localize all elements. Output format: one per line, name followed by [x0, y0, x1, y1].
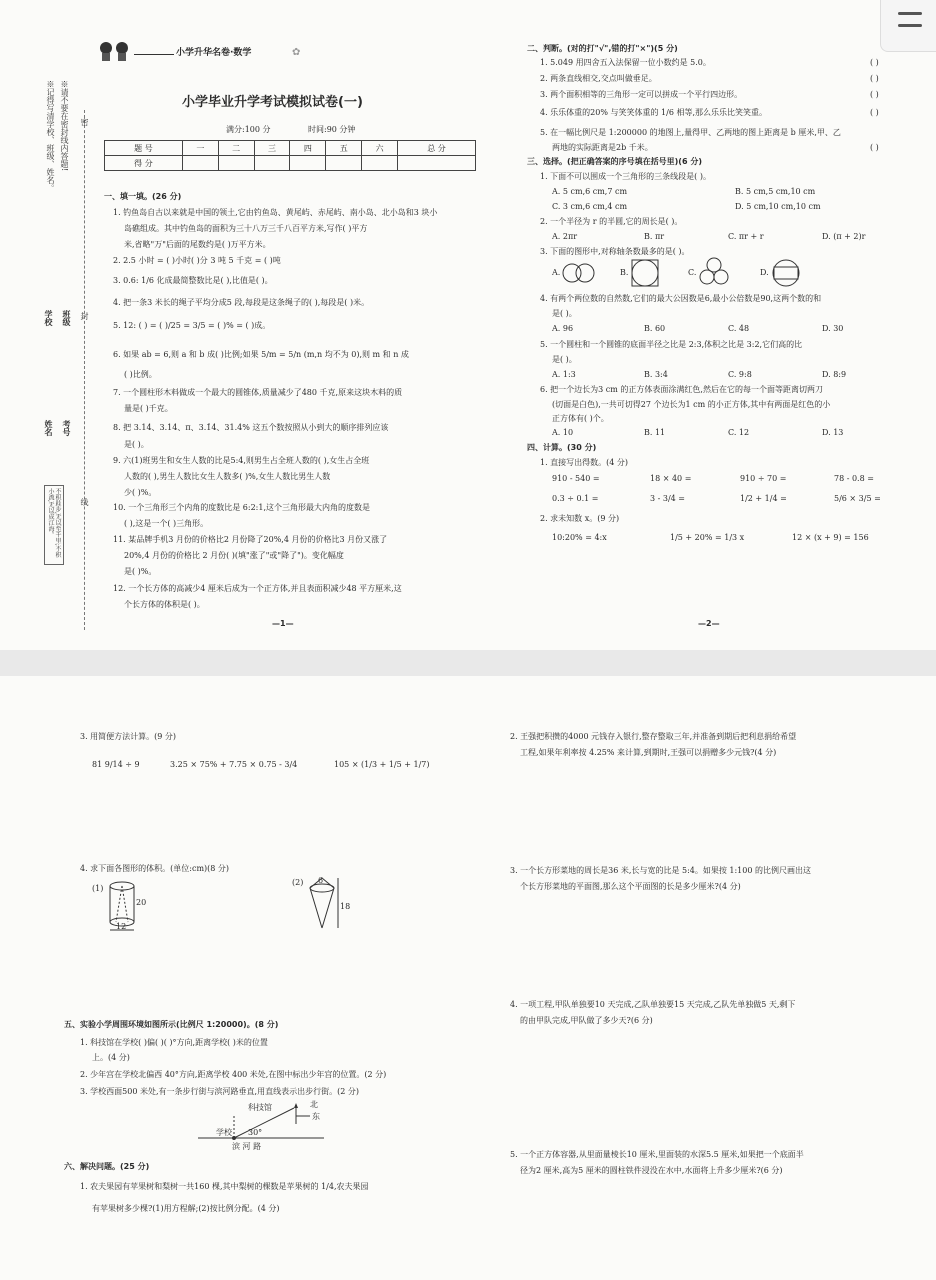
q7-line2: 量是( )千克。: [124, 404, 173, 413]
figure-1-label: (1): [92, 884, 104, 893]
score-cell[interactable]: [254, 156, 290, 171]
choice-2-opt-d[interactable]: D. (π + 2)r: [822, 232, 866, 241]
motto-box: 不积跬步,无以至千里;不积小流,无以成江海。: [44, 485, 64, 565]
judge-1-answer[interactable]: ( ): [870, 58, 879, 67]
table-cell: 四: [290, 141, 326, 156]
score-cell[interactable]: [218, 156, 254, 171]
choice-4-opt-b[interactable]: B. 60: [644, 324, 666, 333]
simplify-1: 81 9/14 ÷ 9: [92, 760, 140, 769]
judge-4-answer[interactable]: ( ): [870, 108, 879, 117]
table-cell: 六: [362, 141, 398, 156]
problem-2-line2: 工程,如果年利率按 4.25% 来计算,到期时,王强可以捐赠多少元钱?(4 分): [520, 748, 777, 757]
problem-3-line1: 3. 一个长方形菜地的周长是36 米,长与宽的比是 5:4。如果按 1:100 的比例尺画出这: [510, 866, 811, 875]
seal-mark-mi: 密: [80, 118, 89, 126]
score-cell[interactable]: [362, 156, 398, 171]
choice-3-opt-d[interactable]: D.: [760, 268, 769, 277]
q12-line2: 个长方体的体积是( )。: [124, 600, 205, 609]
choice-1-opt-c[interactable]: C. 3 cm,6 cm,4 cm: [552, 202, 628, 211]
figure-2-diameter: 6: [318, 876, 324, 885]
choice-2-opt-c[interactable]: C. πr + r: [728, 232, 764, 241]
q5: 5. 12: ( ) = ( )/25 = 3/5 = ( )% = ( )成。: [113, 321, 271, 330]
choice-5-opt-a[interactable]: A. 1:3: [552, 370, 576, 379]
choice-4-opt-d[interactable]: D. 30: [822, 324, 844, 333]
page-gap: [0, 650, 936, 676]
q9-line2: 人数的( ),男生人数比女生人数多( )%,女生人数比男生人数: [124, 472, 331, 481]
section-6-title: 六、解决问题。(25 分): [64, 1162, 150, 1171]
map-q2: 2. 少年宫在学校北偏西 40°方向,距离学校 400 米处,在图中标出少年宫的位置。(2 分): [80, 1070, 387, 1079]
header-flower-icon: ✿: [292, 47, 301, 58]
problem-3-line2: 个长方形菜地的平面图,那么这个平面图的长是多少厘米?(4 分): [520, 882, 741, 891]
q1-line2: 岛礁组成。其中钓鱼岛的面积为三十八万三千八百平方米,写作( )平方: [124, 224, 368, 233]
q8-line1: 8. 把 3.14、3.14̇、π、3.1̇4̇、31.4% 这五个数按照从小到大的顺序排列应该: [113, 423, 389, 432]
choice-6-opt-d[interactable]: D. 13: [822, 428, 844, 437]
time-limit: 时间:90 分钟: [308, 125, 356, 134]
judge-2-answer[interactable]: ( ): [870, 74, 879, 83]
q6-line1: 6. 如果 ab = 6,则 a 和 b 成( )比例;如果 5/m = 5/n (m,n 均不为 0),则 m 和 n 成: [113, 350, 409, 359]
q8-line2: 是( )。: [124, 440, 149, 449]
seal-line: [84, 110, 85, 630]
calc-2-title: 2. 求未知数 x。(9 分): [540, 514, 620, 523]
simplify-3: 105 × (1/3 + 1/5 + 1/7): [334, 760, 430, 769]
choice-2-opt-b[interactable]: B. πr: [644, 232, 665, 241]
table-cell: 总 分: [398, 141, 476, 156]
map-q3: 3. 学校西面500 米处,有一条步行街与滨河路垂直,用直线表示出步行街。(2 分): [80, 1087, 359, 1096]
score-table: [104, 140, 476, 171]
header-title: 小学升华名卷·数学: [176, 48, 252, 58]
choice-1: 1. 下面不可以围成一个三角形的三条线段是( )。: [540, 172, 711, 181]
menu-icon-bar: [898, 12, 922, 15]
choice-4-line2: 是( )。: [552, 309, 577, 318]
q1-line3: 米,省略"万"后面的尾数约是( )万平方米。: [124, 240, 271, 249]
calc-item: 78 - 0.8 =: [834, 474, 874, 483]
exam-title: 小学毕业升学考试模拟试卷(一): [182, 95, 363, 110]
score-cell[interactable]: [182, 156, 218, 171]
choice-2-opt-a[interactable]: A. 2πr: [552, 232, 578, 241]
map-q1-line1: 1. 科技馆在学校( )偏( )( )°方向,距离学校( )米的位置: [80, 1038, 268, 1047]
section-3-title: 三、选择。(把正确答案的序号填在括号里)(6 分): [527, 157, 702, 166]
judge-2: 2. 两条直线相交,交点叫做垂足。: [540, 74, 657, 83]
choice-4-opt-a[interactable]: A. 96: [552, 324, 574, 333]
choice-3-opt-c[interactable]: C.: [688, 268, 697, 277]
calc-item: 5/6 × 3/5 =: [834, 494, 881, 503]
equation-2: 1/5 + 20% = 1/3 x: [670, 533, 745, 542]
circle-with-rectangle-icon: [770, 258, 802, 288]
choice-6-opt-a[interactable]: A. 10: [552, 428, 574, 437]
seal-mark-xian: 线: [80, 498, 89, 506]
side-note-1: ※请不要在密封线内答题!: [60, 80, 69, 172]
map-label-road: 滨 河 路: [232, 1142, 262, 1151]
judge-5-line2: 两地的实际距离是2b 千米。: [552, 143, 653, 152]
two-circles-icon: [562, 260, 596, 286]
table-cell: 题 号: [105, 141, 183, 156]
equation-1: 10:20% = 4:x: [552, 533, 607, 542]
section-4-title: 四、计算。(30 分): [527, 443, 597, 452]
q9-line1: 9. 六(1)班男生和女生人数的比是5:4,则男生占全班人数的( ),女生占全班: [113, 456, 370, 465]
choice-6-opt-c[interactable]: C. 12: [728, 428, 750, 437]
problem-4-line1: 4. 一项工程,甲队单独要10 天完成,乙队单独要15 天完成,乙队先单独做5 天,剩下: [510, 1000, 796, 1009]
judge-3-answer[interactable]: ( ): [870, 90, 879, 99]
q9-line3: 少( )%。: [124, 488, 157, 497]
choice-5-line1: 5. 一个圆柱和一个圆锥的底面半径之比是 2:3,体积之比是 3:2,它们高的比: [540, 340, 803, 349]
figure-2-height: 18: [340, 902, 351, 911]
choice-1-opt-b[interactable]: B. 5 cm,5 cm,10 cm: [735, 187, 816, 196]
figure-1-height: 20: [136, 898, 147, 907]
judge-5: 5. 在一幅比例尺是 1:200000 的地图上,量得甲、乙两地的图上距离是 b 厘米,甲、乙: [540, 128, 841, 137]
score-cell[interactable]: [290, 156, 326, 171]
label-name: 姓名: [44, 420, 53, 436]
q2: 2. 2.5 小时 = ( )小时( )分 3 吨 5 千克 = ( )吨: [113, 256, 281, 265]
figure-2-label: (2): [292, 878, 304, 887]
header-mascot-icon: [96, 40, 136, 62]
page-number-1: —1—: [272, 619, 294, 628]
choice-6-line3: 正方体有( )个。: [552, 414, 609, 423]
exam-sheet-2: [0, 676, 936, 1280]
q12-line1: 12. 一个长方体的高减少4 厘米后成为一个正方体,并且表面积减少48 平方厘米,这: [113, 584, 402, 593]
score-table-score-row: [105, 156, 476, 171]
choice-5-line2: 是( )。: [552, 355, 577, 364]
choice-4-opt-c[interactable]: C. 48: [728, 324, 750, 333]
table-cell: 二: [218, 141, 254, 156]
calc-item: 910 - 540 =: [552, 474, 600, 483]
judge-3: 3. 两个面积相等的三角形一定可以拼成一个平行四边形。: [540, 90, 743, 99]
problem-4-line2: 的由甲队完成,甲队做了多少天?(6 分): [520, 1016, 653, 1025]
figure-1-diameter: 12: [116, 922, 127, 931]
map-label-angle: 30°: [248, 1128, 263, 1137]
section-2-title: 二、判断。(对的打"√",错的打"×")(5 分): [527, 44, 678, 53]
judge-1: 1. 5.049 用四舍五入法保留一位小数约是 5.0。: [540, 58, 711, 67]
calc-item: 3 - 3/4 =: [650, 494, 685, 503]
choice-3: 3. 下面的图形中,对称轴条数最多的是( )。: [540, 247, 690, 256]
side-note-2: ※记得写清学校、班级、姓名。: [46, 80, 55, 192]
calc-item: 910 ÷ 70 =: [740, 474, 787, 483]
choice-6-line2: (切面是白色),一共可切得27 个边长为1 cm 的小正方体,其中有两面是红色的小: [552, 400, 831, 409]
table-cell: 得 分: [105, 156, 183, 171]
problem-5-line1: 5. 一个正方体容器,从里面量棱长10 厘米,里面装的水深5.5 厘米,如果把一个底面半: [510, 1150, 804, 1159]
table-cell: 三: [254, 141, 290, 156]
choice-6-line1: 6. 把一个边长为3 cm 的正方体表面涂满红色,然后在它的每一个面等距离切两刀: [540, 385, 823, 394]
label-number: 考号: [62, 420, 71, 436]
circle-in-square-icon: [630, 258, 660, 288]
q10-line2: ( ),这是一个( )三角形。: [124, 519, 209, 528]
choice-1-opt-a[interactable]: A. 5 cm,6 cm,7 cm: [552, 187, 628, 196]
choice-6-opt-b[interactable]: B. 11: [644, 428, 666, 437]
calc-1-title: 1. 直接写出得数。(4 分): [540, 458, 629, 467]
problem-2-line1: 2. 王强把积攒的4000 元钱存入银行,整存整取三年,并准备到期后把利息捐给希望: [510, 732, 797, 741]
map-label-north: 北: [310, 1100, 318, 1109]
section-1-title: 一、填一填。(26 分): [104, 192, 182, 201]
problem-1-line2: 有苹果树多少棵?(1)用方程解;(2)按比例分配。(4 分): [92, 1204, 280, 1213]
label-class: 班级: [62, 310, 71, 326]
map-q1-line2: 上。(4 分): [92, 1053, 130, 1062]
menu-button[interactable]: [880, 0, 936, 52]
q4-title: 4. 求下面各图形的体积。(单位:cm)(8 分): [80, 864, 230, 873]
problem-5-line2: 径为2 厘米,高为5 厘米的圆柱铁件浸没在水中,水面将上升多少厘米?(6 分): [520, 1166, 783, 1175]
judge-5-answer[interactable]: ( ): [870, 143, 879, 152]
choice-5-opt-c[interactable]: C. 9:8: [728, 370, 752, 379]
score-cell[interactable]: [326, 156, 362, 171]
table-cell: 一: [182, 141, 218, 156]
q11-line2: 20%,4 月份的价格比 2 月份( )(填"涨了"或"降了")。变化幅度: [124, 551, 344, 560]
score-cell[interactable]: [398, 156, 476, 171]
calc-item: 1/2 + 1/4 =: [740, 494, 787, 503]
q7-line1: 7. 一个圆柱形木料做成一个最大的圆锥体,质量减少了480 千克,原来这块木料的质: [113, 388, 403, 397]
section-5-title: 五、实验小学周围环境如图所示(比例尺 1:20000)。(8 分): [64, 1020, 279, 1029]
three-circles-icon: [698, 256, 730, 288]
choice-2: 2. 一个半径为 r 的半圆,它的周长是( )。: [540, 217, 683, 226]
q11-line1: 11. 某品牌手机3 月份的价格比2 月份降了20%,4 月份的价格比3 月份又涨了: [113, 535, 388, 544]
choice-3-opt-a[interactable]: A.: [552, 268, 561, 277]
q4: 4. 把一条3 米长的绳子平均分成5 段,每段是这条绳子的( ),每段是( )米。: [113, 298, 370, 307]
q11-line3: 是( )%。: [124, 567, 157, 576]
full-score: 满分:100 分: [226, 125, 271, 134]
q3-title: 3. 用简便方法计算。(9 分): [80, 732, 177, 741]
map-label-east: 东: [312, 1112, 320, 1121]
calc-item: 18 × 40 =: [650, 474, 692, 483]
choice-1-opt-d[interactable]: D. 5 cm,10 cm,10 cm: [735, 202, 821, 211]
menu-icon-bar: [898, 24, 922, 27]
choice-4-line1: 4. 有两个两位数的自然数,它们的最大公因数是6,最小公倍数是90,这两个数的和: [540, 294, 822, 303]
table-cell: 五: [326, 141, 362, 156]
q6-line2: ( )比例。: [124, 370, 157, 379]
choice-5-opt-b[interactable]: B. 3:4: [644, 370, 668, 379]
double-cone-figure: [304, 874, 344, 934]
calc-item: 0.3 ÷ 0.1 =: [552, 494, 599, 503]
map-label-school: 学校: [216, 1128, 232, 1137]
equation-3: 12 × (x + 9) = 156: [792, 533, 869, 542]
simplify-2: 3.25 × 75% + 7.75 × 0.75 - 3/4: [170, 760, 298, 769]
score-table-header-row: [105, 141, 476, 156]
page-number-2: —2—: [698, 619, 720, 628]
choice-3-opt-b[interactable]: B.: [620, 268, 629, 277]
map-label-keji: 科技馆: [248, 1103, 272, 1112]
judge-4: 4. 乐乐体重的20% 与笑笑体重的 1/6 相等,那么乐乐比笑笑重。: [540, 108, 768, 117]
seal-mark-feng: 封: [80, 312, 89, 320]
choice-5-opt-d[interactable]: D. 8:9: [822, 370, 847, 379]
q3: 3. 0.6: 1/6 化成最简整数比是( ),比值是( )。: [113, 276, 273, 285]
problem-1-line1: 1. 农夫果园有苹果树和梨树一共160 棵,其中梨树的棵数是苹果树的 1/4,农夫果园: [80, 1182, 369, 1191]
header-rule: [134, 54, 174, 55]
q1-line1: 1. 钓鱼岛自古以来就是中国的领土,它由钓鱼岛、黄尾屿、赤尾屿、南小岛、北小岛和3 块小: [113, 208, 438, 217]
label-school: 学校: [44, 310, 53, 326]
q10-line1: 10. 一个三角形三个内角的度数比是 6:2:1,这个三角形最大内角的度数是: [113, 503, 371, 512]
